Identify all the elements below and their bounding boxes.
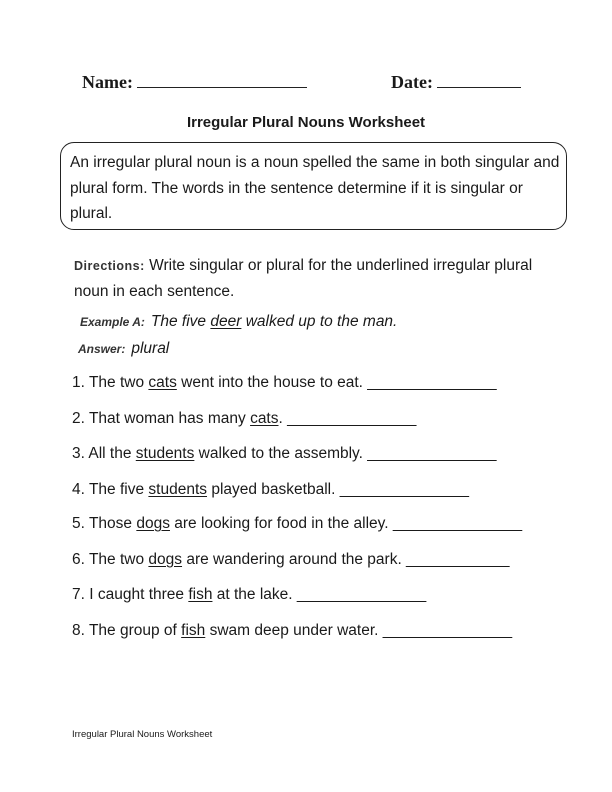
question-text: . _______________: [278, 410, 417, 427]
name-line[interactable]: [137, 86, 307, 88]
question-noun: cats: [250, 410, 279, 427]
question-noun: students: [148, 481, 208, 498]
name-field[interactable]: [82, 72, 307, 93]
footer: Irregular Plural Nouns Worksheet: [72, 729, 213, 740]
date-line[interactable]: [437, 86, 521, 88]
directions-text: Write singular or plural for the underlined irregular plural noun in each sentence.: [74, 257, 533, 300]
question-text: swam deep under water. _______________: [205, 622, 513, 639]
directions: [74, 253, 554, 305]
question-text: played basketball. _______________: [207, 481, 470, 498]
question-noun: fish: [181, 622, 206, 639]
question-text: 7. I caught three: [72, 586, 189, 603]
question-text: 4. The five: [72, 481, 149, 498]
question-noun: dogs: [136, 515, 170, 532]
question-text: are wandering around the park. ____________: [182, 551, 510, 568]
question-text: 8. The group of: [72, 622, 182, 639]
example: [80, 313, 397, 331]
question-text: 3. All the: [72, 445, 136, 462]
answer-text: plural: [131, 340, 170, 357]
example-after: walked up to the man.: [241, 313, 398, 330]
question-8[interactable]: [72, 622, 512, 640]
question-noun: cats: [148, 374, 177, 391]
name-label: Name:: [82, 72, 133, 92]
question-4[interactable]: [72, 481, 469, 499]
question-text: are looking for food in the alley. _______________: [169, 515, 523, 532]
question-text: 1. The two: [72, 374, 149, 391]
question-noun: dogs: [148, 551, 183, 568]
question-7[interactable]: [72, 586, 426, 604]
question-6[interactable]: [72, 551, 510, 569]
example-label: Example A:: [80, 315, 145, 329]
question-2[interactable]: [72, 410, 416, 428]
example-noun: deer: [210, 313, 242, 330]
question-text: 6. The two: [72, 551, 149, 568]
directions-label: Directions:: [74, 259, 145, 273]
question-1[interactable]: [72, 374, 497, 392]
date-label: Date:: [391, 72, 433, 92]
date-field[interactable]: [391, 72, 521, 93]
worksheet-title: Irregular Plural Nouns Worksheet: [186, 114, 426, 131]
question-text: at the lake. _______________: [212, 586, 427, 603]
question-noun: fish: [188, 586, 213, 603]
question-text: 5. Those: [72, 515, 137, 532]
answer-label: Answer:: [78, 342, 126, 356]
answer: [78, 340, 169, 358]
question-3[interactable]: [72, 445, 497, 463]
intro-text: An irregular plural noun is a noun spelled the same in both singular and plural form. The words in the sentence determine if it is singular or plural.: [70, 154, 560, 222]
example-before: The five: [150, 313, 211, 330]
question-text: 2. That woman has many: [72, 410, 251, 427]
question-5[interactable]: [72, 515, 522, 533]
question-text: went into the house to eat. _______________: [176, 374, 497, 391]
question-noun: students: [135, 445, 195, 462]
question-text: walked to the assembly. _______________: [194, 445, 497, 462]
